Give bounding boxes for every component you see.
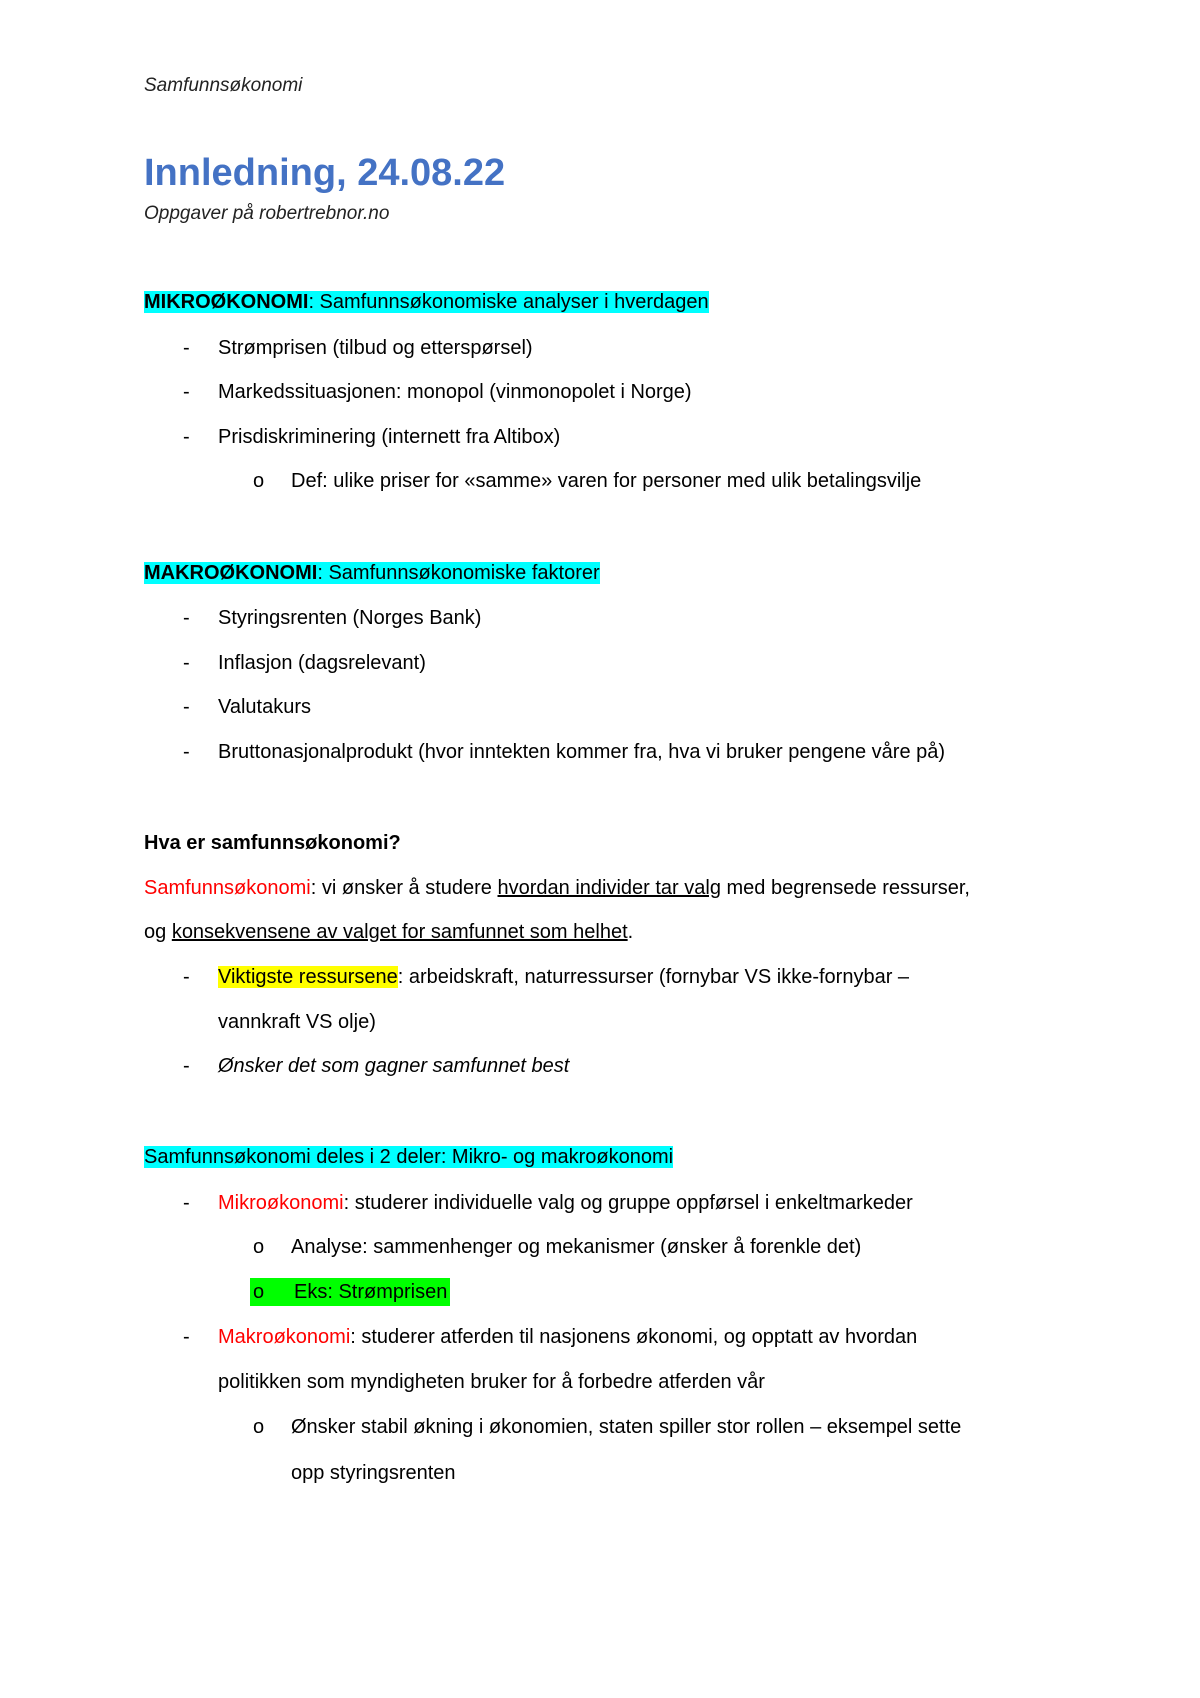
mikro-text: : studerer individuelle valg og gruppe oppførsel i enkeltmarkeder (343, 1192, 913, 1214)
list-item: Prisdiskriminering (internett fra Altibox) (218, 426, 561, 448)
mikro-heading-highlight (144, 291, 709, 313)
hva-heading: Hva er samfunnsøkonomi? (144, 832, 401, 854)
green-highlight (250, 1278, 450, 1306)
dash-bullet: - (183, 696, 190, 718)
definition-text: : vi ønsker å studere (310, 877, 498, 899)
page-subtitle: Oppgaver på robertrebnor.no (144, 203, 390, 224)
circle-bullet: o (253, 1236, 265, 1258)
list-item-continuation: politikken som myndigheten bruker for å forbedre atferden vår (218, 1371, 765, 1393)
dash-bullet: - (183, 1326, 190, 1348)
makro-heading-rest: : Samfunnsøkonomiske faktorer (317, 562, 600, 584)
makro-heading-highlight (144, 562, 600, 584)
list-item (218, 1323, 917, 1351)
definition-underline: konsekvensene av valget for samfunnet som helhet (171, 921, 628, 943)
definition-line-2 (144, 918, 633, 946)
dash-bullet: - (183, 426, 190, 448)
list-item: Ønsker det som gagner samfunnet best (218, 1055, 570, 1077)
mikro-heading (144, 288, 709, 316)
definition-line-1 (144, 874, 970, 902)
list-item: Valutakurs (218, 696, 312, 718)
list-item-continuation: vannkraft VS olje) (218, 1011, 376, 1033)
makro-term: Makroøkonomi (218, 1326, 351, 1348)
list-item (218, 1189, 913, 1217)
definition-underline: hvordan individer tar valg (497, 877, 721, 899)
makro-heading-bold: MAKROØKONOMI (144, 562, 318, 584)
list-item (218, 963, 909, 991)
mikro-heading-bold: MIKROØKONOMI (144, 291, 309, 313)
mikro-term: Mikroøkonomi (218, 1192, 344, 1214)
dash-bullet: - (183, 337, 190, 359)
list-item: Strømprisen (tilbud og etterspørsel) (218, 337, 533, 359)
sub-list-item: Ønsker stabil økning i økonomien, staten spiller stor rollen – eksempel sette (291, 1416, 962, 1438)
dash-bullet: - (183, 741, 190, 763)
list-item: Styringsrenten (Norges Bank) (218, 607, 482, 629)
sub-list-item-continuation: opp styringsrenten (291, 1462, 456, 1484)
resources-term: Viktigste ressursene (218, 966, 398, 988)
definition-text: med begrensede ressurser, (720, 877, 970, 899)
sub-list-item: Def: ulike priser for «samme» varen for personer med ulik betalingsvilje (291, 470, 922, 492)
sub-list-item: Analyse: sammenhenger og mekanismer (ønsker å forenkle det) (291, 1236, 862, 1258)
mikro-heading-rest: : Samfunnsøkonomiske analyser i hverdagen (308, 291, 709, 313)
makro-heading (144, 559, 600, 587)
dash-bullet: - (183, 1055, 190, 1077)
makro-text: : studerer atferden til nasjonens økonomi, og opptatt av hvordan (350, 1326, 918, 1348)
dash-bullet: - (183, 607, 190, 629)
definition-text: . (627, 921, 634, 943)
circle-bullet: o (253, 1416, 265, 1438)
circle-bullet: o (253, 1281, 265, 1303)
resources-text: : arbeidskraft, naturressurser (fornybar VS ikke-fornybar – (397, 966, 910, 988)
definition-term: Samfunnsøkonomi (144, 877, 311, 899)
dash-bullet: - (183, 1192, 190, 1214)
list-item: Markedssituasjonen: monopol (vinmonopolet i Norge) (218, 381, 692, 403)
circle-bullet: o (253, 470, 265, 492)
definition-text: og (144, 921, 172, 943)
document-header: Samfunnsøkonomi (144, 75, 303, 96)
example-text: Eks: Strømprisen (294, 1281, 448, 1303)
dash-bullet: - (183, 966, 190, 988)
dash-bullet: - (183, 652, 190, 674)
highlighted-sub-item (250, 1278, 450, 1306)
page-title: Innledning, 24.08.22 (144, 152, 506, 194)
deles-heading-highlight: Samfunnsøkonomi deles i 2 deler: Mikro- og makroøkonomi (144, 1146, 674, 1168)
dash-bullet: - (183, 381, 190, 403)
deles-heading (144, 1143, 673, 1171)
list-item: Bruttonasjonalprodukt (hvor inntekten kommer fra, hva vi bruker pengene våre på) (218, 741, 946, 763)
list-item: Inflasjon (dagsrelevant) (218, 652, 426, 674)
